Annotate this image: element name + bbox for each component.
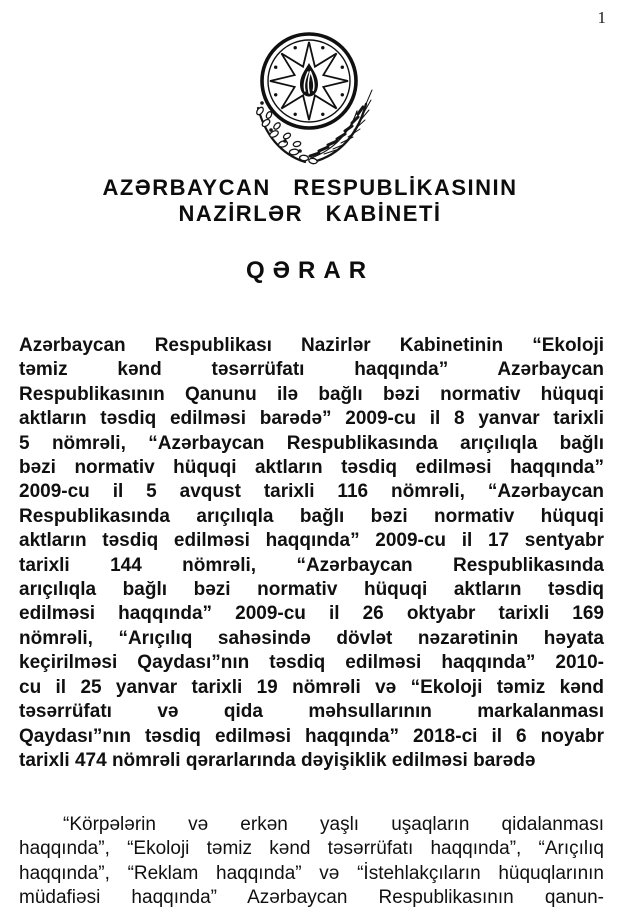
text-line: tarixli 144 nömrəli, “Azərbaycan Respublikasında — [19, 554, 604, 576]
text-line: 5 nömrəli, “Azərbaycan Respublikasında arıçılıqla bağlı — [19, 432, 604, 454]
text-line: tarixli 474 nömrəli qərarlarında dəyişiklik edilməsi barədə — [19, 749, 536, 771]
organization-name-line1: AZƏRBAYCAN RESPUBLİKASININ — [102, 175, 518, 200]
text-line: müdafiəsi haqqında” Azərbaycan Respublikasının qanun- — [19, 887, 604, 909]
text-line: edilməsi haqqında” 2009-cu il 26 oktyabr tarixli 169 — [19, 603, 604, 625]
text-line: Azərbaycan Respublikası Nazirlər Kabinetinin “Ekoloji — [19, 335, 604, 356]
text-line: təmiz kənd təsərrüfatı haqqında” Azərbaycan — [19, 359, 604, 381]
text-line: haqqında”, “Ekoloji təmiz kənd təsərrüfatı haqqında”, “Arıçılıq — [19, 838, 604, 860]
text-line: təsərrüfatı və qida məhsullarının markalanması — [19, 701, 604, 723]
text-line: arıçılıqla bağlı bəzi normativ hüquqi aktların təsdiq — [19, 579, 604, 601]
text-line: Respublikasının Qanunu ilə bağlı bəzi normativ hüquqi — [19, 383, 604, 405]
document-type-title: QƏRAR — [245, 257, 375, 284]
text-line: aktların təsdiq edilməsi barədə” 2009-cu il 8 yanvar tarixli — [19, 408, 604, 430]
text-line: bəzi normativ hüquqi aktların təsdiq edilməsi haqqında” — [19, 457, 604, 479]
text-line: aktların təsdiq edilməsi haqqında” 2009-cu il 17 sentyabr — [19, 530, 604, 552]
text-line: nömrəli, “Arıçılıq sahəsində dövlət nəzarətinin həyata — [19, 627, 604, 649]
organization-name-line2: NAZİRLƏR KABİNETİ — [178, 201, 442, 226]
text-line: cu il 25 yanvar tarixli 19 nömrəli və “Ekoloji təmiz kənd — [19, 676, 604, 698]
organization-heading — [0, 175, 620, 227]
decree-title-paragraph — [19, 334, 604, 773]
page-number: 1 — [597, 8, 606, 27]
text-line: “Körpələrin və erkən yaşlı uşaqların qidalanması — [63, 814, 604, 835]
text-line: keçirilməsi Qaydası”nın təsdiq edilməsi haqqında” 2010- — [19, 652, 604, 674]
text-line: haqqında”, “Reklam haqqında” və “İstehlakçıların hüquqlarının — [19, 862, 604, 884]
azerbaijan-state-emblem-icon — [247, 31, 373, 173]
text-line: 2009-cu il 5 avqust tarixli 116 nömrəli, “Azərbaycan — [19, 481, 604, 503]
text-line: Qaydası”nın təsdiq edilməsi haqqında” 2018-ci il 6 noyabr — [19, 725, 604, 747]
decree-body-paragraph — [19, 813, 604, 911]
text-line: Respublikasında arıçılıqla bağlı bəzi normativ hüquqi — [19, 505, 604, 527]
